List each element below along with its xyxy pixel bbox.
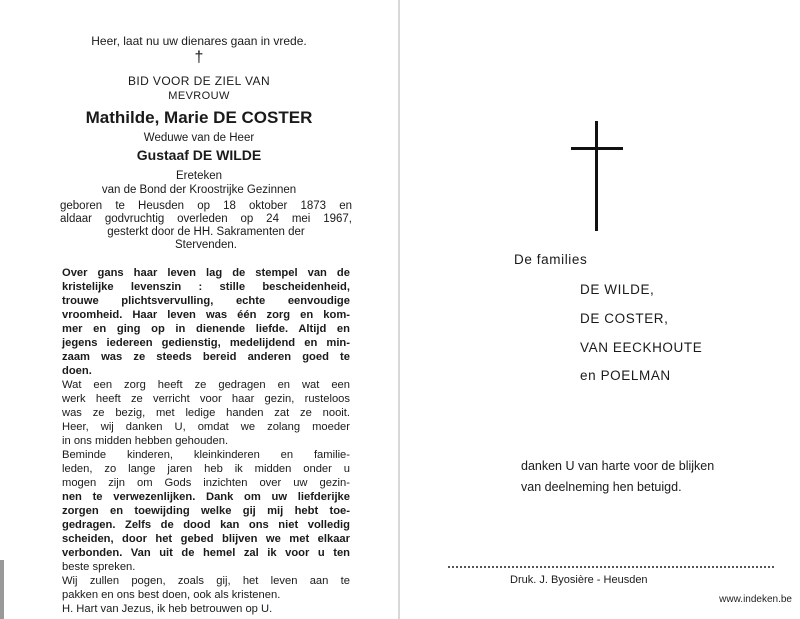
bio-line: jegens iedereen gedienstig, medelijdend en min- [62,337,350,349]
husband-name: Gustaaf DE WILDE [136,147,262,163]
bio-line: trouwe plichtsvervulling, echte eenvoudige [62,295,350,307]
text-line: werk heeft ze verricht voor haar gezin, rusteloos [62,393,350,405]
text-line: Heer, wij danken U, omdat we zolang moeder [62,421,350,433]
prayer-heading: BID VOOR DE ZIEL VAN [127,74,271,88]
family-name: VAN EECKHOUTE [580,340,703,355]
bio-line: vroomheid. Haar leven was één zorg en kom- [62,309,350,321]
dotted-divider [448,566,774,568]
thanks-line: van deelneming hen betuigd. [521,480,682,494]
text-line: gedragen. Zelfs de dood kan ons niet volledig [62,519,350,531]
scripture-quote: Heer, laat nu uw dienares gaan in vrede. [91,34,307,48]
text-line: in ons midden hebben gehouden. [62,435,229,447]
text-line: scheiden, door het gebed blijven we met elkaar [62,533,350,545]
widow-line: Weduwe van de Heer [143,132,255,144]
honorific: MEVROUW [168,90,230,102]
card-edge-shadow [0,560,4,619]
text-line: beste spreken. [62,561,136,573]
bio-line: doen. [62,365,92,377]
right-panel [400,0,800,619]
text-line: zorgen en toewijding welke gij mij hebt toe- [62,505,350,517]
family-name: DE COSTER, [580,311,669,326]
printer-credit: Druk. J. Byosière - Heusden [510,574,648,586]
text-line: Wij zullen pogen, zoals gij, het leven aan te [62,575,350,587]
text-line: mogen zijn om Gods inzichten over uw gezin- [62,477,350,489]
watermark: www.indeken.be [719,594,792,605]
birth-line: Stervenden. [174,239,237,251]
birth-line: gesterkt door de HH. Sakramenten der [107,226,305,238]
bio-line: Over gans haar leven lag de stempel van de [62,267,350,279]
honor-line-2: van de Bond der Kroostrijke Gezinnen [101,184,297,196]
bio-line: kristelijke levenszin : stille bescheidenheid, [62,281,350,293]
text-line: nen te verwezenlijken. Dank om uw liefderijke [62,491,350,503]
family-name: DE WILDE, [580,282,655,297]
bio-line: mer en ging op in dienende liefde. Altijd en [62,323,350,335]
birth-line: geboren te Heusden op 18 oktober 1873 en [60,200,352,212]
thanks-line: danken U van harte voor de blijken [521,459,715,473]
birth-line: aldaar godvruchtig overleden op 24 mei 1967, [60,213,352,225]
text-line: pakken en ons best doen, ook als kristenen. [62,589,281,601]
left-panel [0,0,398,619]
text-line: Beminde kinderen, kleinkinderen en familie- [62,449,350,461]
small-cross-glyph: † [194,49,204,66]
honor-line-1: Ereteken [175,170,223,182]
text-line: Wat een zorg heeft ze gedragen en wat een [62,379,350,391]
family-name: en POELMAN [580,368,671,383]
text-line: leden, zo lange jaren heb ik midden onder u [62,463,350,475]
text-line: verbonden. Van uit de hemel zal ik voor u ten [62,547,350,559]
text-line: was ze bezig, met ledige handen zat ze nooit. [62,407,350,419]
deceased-name: Mathilde, Marie DE COSTER [85,108,313,127]
families-intro: De families [514,252,588,267]
bio-line: zaam was ze steeds bereid anderen goed te [62,351,350,363]
closing-prayer: H. Hart van Jezus, ik heb betrouwen op U. [62,603,273,615]
